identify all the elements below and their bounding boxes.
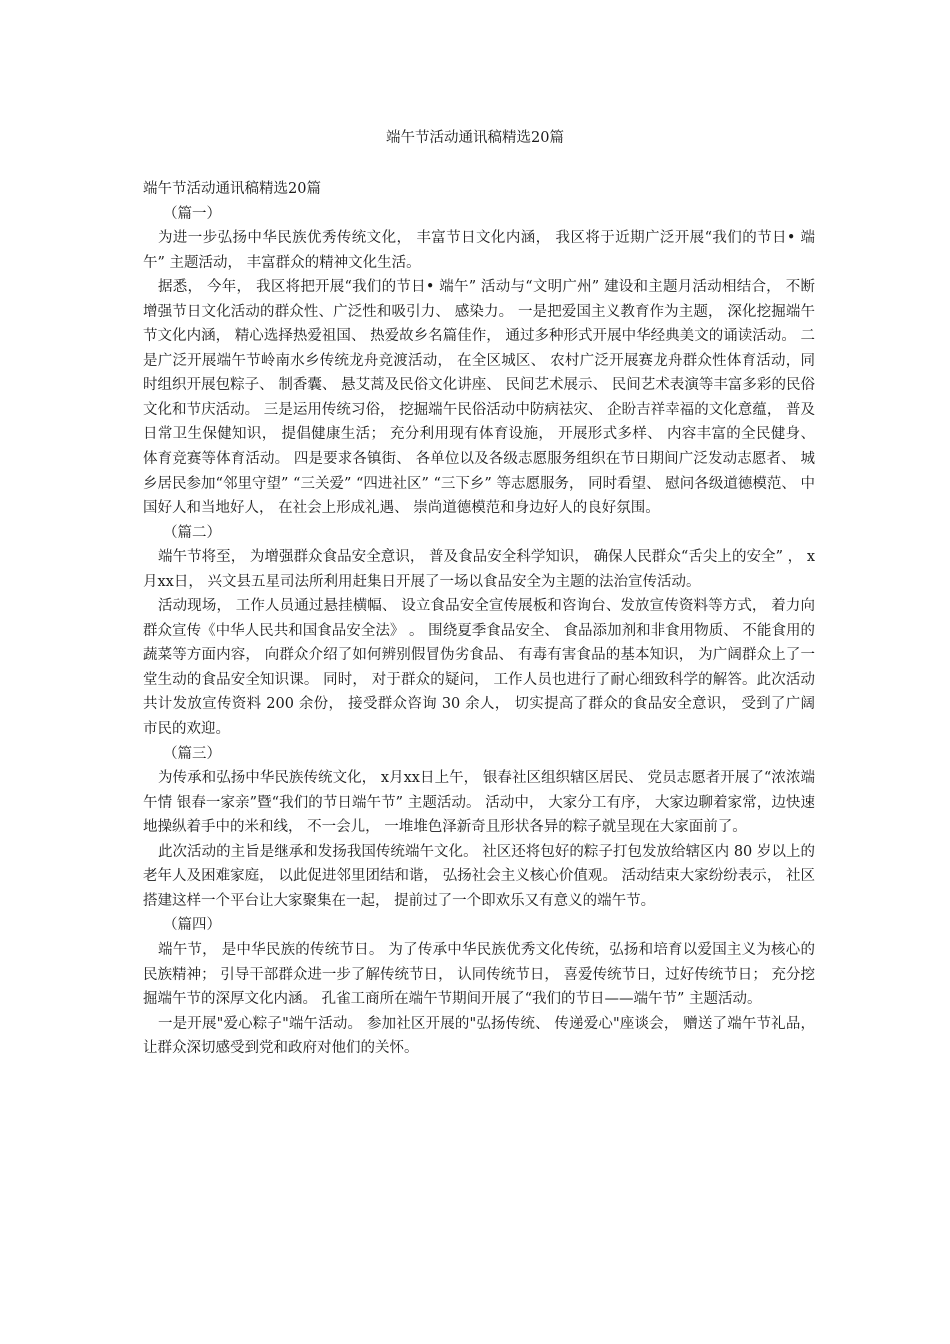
paragraph: 据悉， 今年， 我区将把开展“我们的节日• 端午” 活动与“文明广州” 建设和主题月活动相结合， 不断增强节日文化活动的群众性、广泛性和吸引力、 感染力。 一是把爱国主义教育作为主题， 深化挖掘端午节文化内涵， 精心选择热爱祖国、 热爱故乡名篇佳作， 通过多种形式开展中华经典美文的诵读活动。 二是广泛开展端午节岭南水乡传统龙舟竞渡活动， 在全区城区、 农村广泛开展赛龙舟群众性体育活动，同时组织开展包粽子、 制香囊、 悬艾蒿及民俗文化讲座、 民间艺术展示、 民间艺术表演等丰富多彩的民俗文化和节庆活动。 三是运用传统习俗， 挖掘端午民俗活动中防病祛灾、 企盼吉祥幸福的文化意蕴， 普及日常卫生保健知识， 提倡健康生活； 充分利用现有体育设施， 开展形式多样、 内容丰富的全民健身、 体育竞赛等体育活动。 四是要求各镇街、 各单位以及各级志愿服务组织在节日期间广泛发动志愿者、 城乡居民参加“邻里守望” “三关爱” “四进社区” “三下乡” 等志愿服务， 同时看望、 慰问各级道德模范、 中国好人和当地好人， 在社会上形成礼遇、 崇尚道德模范和身边好人的良好氛围。 — [143, 279, 815, 517]
paragraph: 端午节将至， 为增强群众食品安全意识， 普及食品安全科学知识， 确保人民群众“舌尖上的安全” ， x月xx日， 兴文县五星司法所利用赶集日开展了一场以食品安全为主题的法治宣传活动。 — [143, 549, 815, 590]
paragraph: 为传承和弘扬中华民族传统文化， x月xx日上午， 银春社区组织辖区居民、 党员志愿者开展了“浓浓端午情 银春一家亲”暨“我们的节日端午节” 主题活动。 活动中， 大家分工有序， 大家边聊着家常，边快速地操纵着手中的米和线， 不一会儿， 一堆堆色泽新奇且形状各异的粽子就呈现在大家面前了。 — [143, 770, 815, 836]
page-title: 端午节活动通讯稿精选20篇 — [386, 130, 564, 146]
section-label: （篇二） — [163, 524, 221, 541]
paragraph: 为进一步弘扬中华民族优秀传统文化， 丰富节日文化内涵， 我区将于近期广泛开展“我们的节日• 端午” 主题活动， 丰富群众的精神文化生活。 — [143, 230, 815, 271]
section-label: （篇三） — [163, 745, 221, 762]
paragraph: 端午节， 是中华民族的传统节日。 为了传承中华民族优秀文化传统，弘扬和培育以爱国主义为核心的民族精神； 引导干部群众进一步了解传统节日， 认同传统节日， 喜爱传统节日，过好传统节日； 充分挖掘端午节的深厚文化内涵。 孔雀工商所在端午节期间开展了“我们的节日——端午节” 主题活动。 — [143, 941, 815, 1008]
document-subtitle: 端午节活动通讯稿精选20篇 — [143, 181, 321, 197]
section-label: （篇一） — [163, 205, 221, 222]
section-label: （篇四） — [163, 917, 221, 934]
paragraph: 活动现场， 工作人员通过悬挂横幅、 设立食品安全宣传展板和咨询台、发放宣传资料等方式， 着力向群众宣传《中华人民共和国食品安全法》 。 围绕夏季食品安全、 食品添加剂和非食用物质、 不能食用的蔬菜等方面内容， 向群众介绍了如何辨别假冒伪劣食品、 有毒有害食品的基本知识， 为广阔群众上了一堂生动的食品安全知识课。 同时， 对于群众的疑问， 工作人员也进行了耐心细致科学的解答。此次活动共计发放宣传资料 200 余份， 接受群众咨询 30 余人， 切实提高了群众的食品安全意识， 受到了广阔市民的欢迎。 — [143, 598, 815, 738]
paragraph: 此次活动的主旨是继承和发扬我国传统端午文化。 社区还将包好的粽子打包发放给辖区内 80 岁以上的老年人及困难家庭， 以此促进邻里团结和谐， 弘扬社会主义核心价值观。 活动结束大家纷纷表示， 社区搭建这样一个平台让大家聚集在一起， 提前过了一个即欢乐又有意义的端午节。 — [143, 843, 815, 909]
document-body — [143, 177, 815, 1061]
paragraph: 一是开展"爱心粽子"端午活动。 参加社区开展的"弘扬传统、 传递爱心"座谈会， 赠送了端午节礼品， 让群众深切感受到党和政府对他们的关怀。 — [143, 1015, 815, 1057]
